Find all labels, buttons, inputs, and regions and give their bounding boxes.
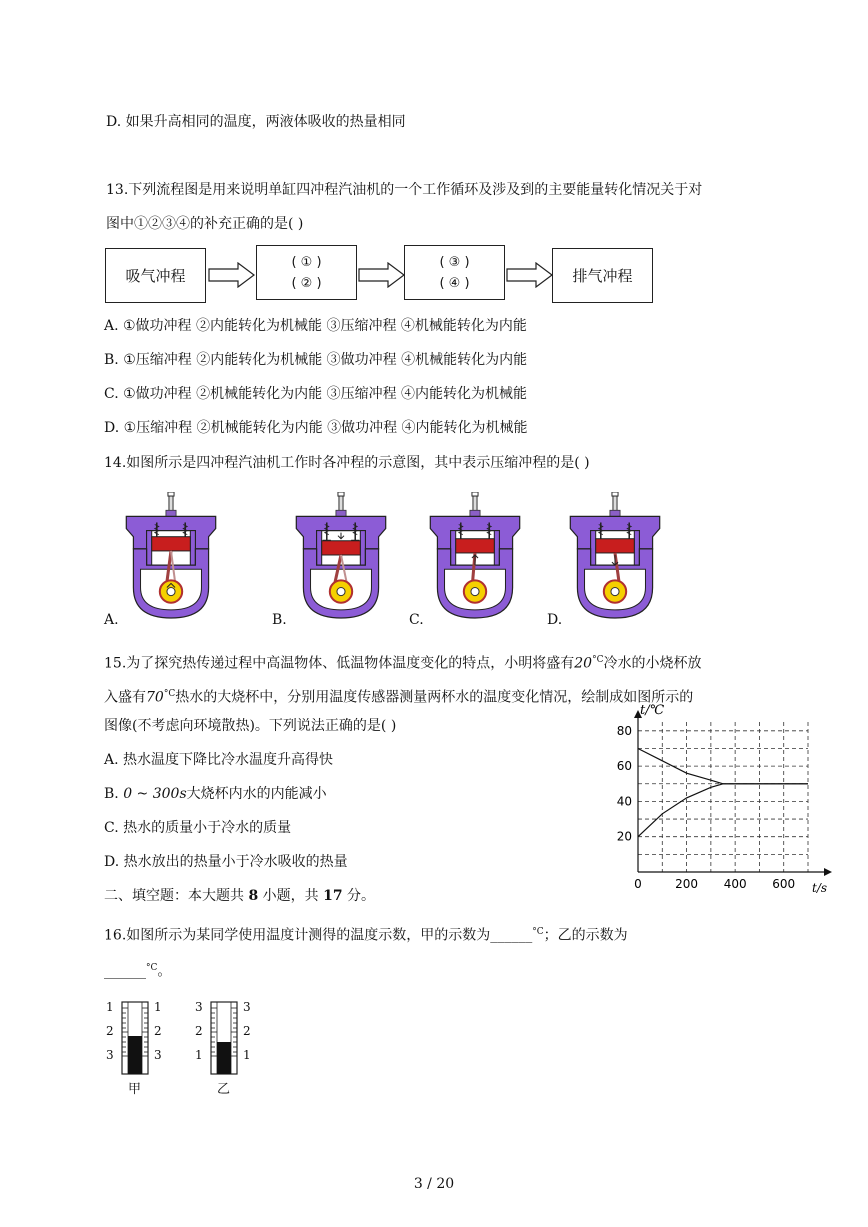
- thermometer-yi-label: 乙: [217, 1082, 231, 1097]
- thermometer-yi-tick-r2: 2: [243, 1024, 251, 1038]
- y-tick-label-80: 80: [616, 723, 632, 738]
- engine-diagram-a: [121, 492, 221, 620]
- q15-temperature-chart: [612, 700, 842, 895]
- q13-stem-line1: 13.下列流程图是用来说明单缸四冲程汽油机的一个工作循环及涉及到的主要能量转化情况关于对: [106, 182, 703, 198]
- engine-label-c: C.: [409, 612, 424, 628]
- thermometer-jia-tick-r3: 3: [154, 1048, 162, 1062]
- q15-option-d: D. 热水放出的热量小于冷水吸收的热量: [104, 854, 348, 870]
- q15-option-c: C. 热水的质量小于冷水的质量: [104, 820, 292, 836]
- flow-box-exhaust: 排气冲程: [552, 248, 653, 303]
- q16-deg-1: °C: [532, 927, 544, 937]
- q16-deg-2: °C: [146, 963, 158, 973]
- q13-option-d: D. ①压缩冲程 ②机械能转化为内能 ③做功冲程 ④内能转化为机械能: [104, 420, 528, 436]
- flow-box-intake: 吸气冲程: [105, 248, 206, 303]
- thermometer-jia-tick-r2: 2: [154, 1024, 162, 1038]
- flow-box-stroke2: [256, 245, 357, 300]
- engine-label-a: A.: [104, 612, 119, 628]
- q15-temp-cold: 20: [574, 655, 593, 672]
- y-tick-label-60: 60: [616, 759, 632, 774]
- thermometer-jia-tick-l1: 1: [106, 1000, 114, 1014]
- q16-thermometer-jia: [104, 1000, 166, 1096]
- q13-option-b: B. ①压缩冲程 ②内能转化为机械能 ③做功冲程 ④机械能转化为内能: [104, 352, 528, 368]
- flow-arrow-3: [506, 262, 554, 288]
- flow-box-stroke3: [404, 245, 505, 300]
- thermometer-yi-tick-l2: 2: [195, 1024, 203, 1038]
- q13-stem-line2: 图中①②③④的补充正确的是( ): [106, 216, 304, 232]
- q15-stem-line1: [104, 650, 701, 674]
- x-tick-label-0: 0: [634, 877, 642, 891]
- section2-heading: [104, 886, 375, 906]
- x-axis-label: t/s: [812, 881, 828, 895]
- q15-option-b-prefix: B.: [104, 786, 124, 802]
- page-number: 3 / 20: [413, 1176, 455, 1192]
- thermometer-jia-tick-r1: 1: [154, 1000, 162, 1014]
- section2-prefix: 二、填空题：本大题共: [104, 888, 249, 904]
- q16-thermometer-yi: [193, 1000, 255, 1096]
- engine-diagram-c: [425, 492, 525, 620]
- thermometer-yi-tick-r3: 1: [243, 1048, 251, 1062]
- q16-stem-2b: 。: [157, 963, 172, 980]
- q15-option-b-math: 0 ~ 300s: [123, 786, 187, 802]
- series-line-1: [638, 784, 808, 837]
- q15-temp-hot: 70: [146, 689, 164, 706]
- thermometer-jia-tick-l3: 3: [106, 1048, 114, 1062]
- q16-stem-line2: [104, 958, 171, 982]
- thermometer-yi-tick-r1: 3: [243, 1000, 251, 1014]
- q15-stem-1b: 冷水的小烧杯放: [603, 655, 702, 672]
- thermometer-yi-tick-l1: 3: [195, 1000, 203, 1014]
- engine-diagram-d: [565, 492, 665, 620]
- section2-count-questions: 8: [248, 888, 259, 904]
- engine-diagram-b: [291, 492, 391, 620]
- q15-stem-2a: 入盛有: [104, 689, 146, 706]
- q15-option-b-suffix: 大烧杯内水的内能减小: [186, 786, 327, 802]
- section2-mid: 小题，共: [258, 888, 324, 904]
- engine-label-b: B.: [272, 612, 287, 628]
- q12-option-d: D. 如果升高相同的温度，两液体吸收的热量相同: [106, 114, 406, 130]
- q15-stem-1a: 15.为了探究热传递过程中高温物体、低温物体温度变化的特点，小明将盛有: [104, 655, 575, 672]
- thermometer-yi-tick-l3: 1: [195, 1048, 203, 1062]
- x-tick-label-600: 600: [772, 877, 796, 891]
- thermometer-jia-label: 甲: [128, 1082, 142, 1097]
- q16-stem-1b: ；乙的示数为: [543, 927, 628, 944]
- section2-count-points: 17: [323, 888, 343, 904]
- q15-stem-line2: [104, 684, 693, 708]
- thermometer-jia-tick-l2: 2: [106, 1024, 114, 1038]
- q15-deg-1: °C: [592, 655, 604, 665]
- q13-option-c: C. ①做功冲程 ②机械能转化为内能 ③压缩冲程 ④内能转化为机械能: [104, 386, 528, 402]
- x-tick-label-200: 200: [675, 877, 699, 891]
- y-tick-label-20: 20: [616, 829, 632, 844]
- q13-option-a: A. ①做功冲程 ②内能转化为机械能 ③压缩冲程 ④机械能转化为内能: [104, 318, 527, 334]
- x-tick-label-400: 400: [723, 877, 747, 891]
- flow-blank-3: ( ③ ): [439, 254, 470, 270]
- q15-stem-line3: 图像(不考虑向环境散热)。下列说法正确的是( ): [104, 718, 397, 734]
- flow-arrow-1: [208, 262, 256, 288]
- q16-stem-1a: 16.如图所示为某同学使用温度计测得的温度示数，甲的示数为______: [104, 927, 533, 944]
- x-axis-arrow: [824, 868, 832, 876]
- q16-blank-2: ______: [104, 963, 146, 980]
- y-axis-label: t/℃: [640, 703, 665, 718]
- flow-arrow-2: [358, 262, 406, 288]
- section2-suffix: 分。: [342, 888, 376, 904]
- y-tick-label-40: 40: [616, 794, 632, 809]
- q15-option-a: A. 热水温度下降比冷水温度升高得快: [104, 752, 334, 768]
- q16-stem-line1: [104, 922, 628, 946]
- flow-blank-4: ( ④ ): [439, 275, 470, 291]
- flow-blank-1: ( ① ): [291, 254, 322, 270]
- q14-stem: 14.如图所示是四冲程汽油机工作时各冲程的示意图，其中表示压缩冲程的是( ): [104, 455, 590, 471]
- engine-label-d: D.: [547, 612, 563, 628]
- q15-deg-2: °C: [163, 689, 176, 699]
- flow-blank-2: ( ② ): [291, 275, 322, 291]
- q15-stem-2b: 热水的大烧杯中，分别用温度传感器测量两杯水的温度变化情况，绘制成如图所示的: [175, 689, 694, 706]
- q15-option-b: [104, 784, 327, 804]
